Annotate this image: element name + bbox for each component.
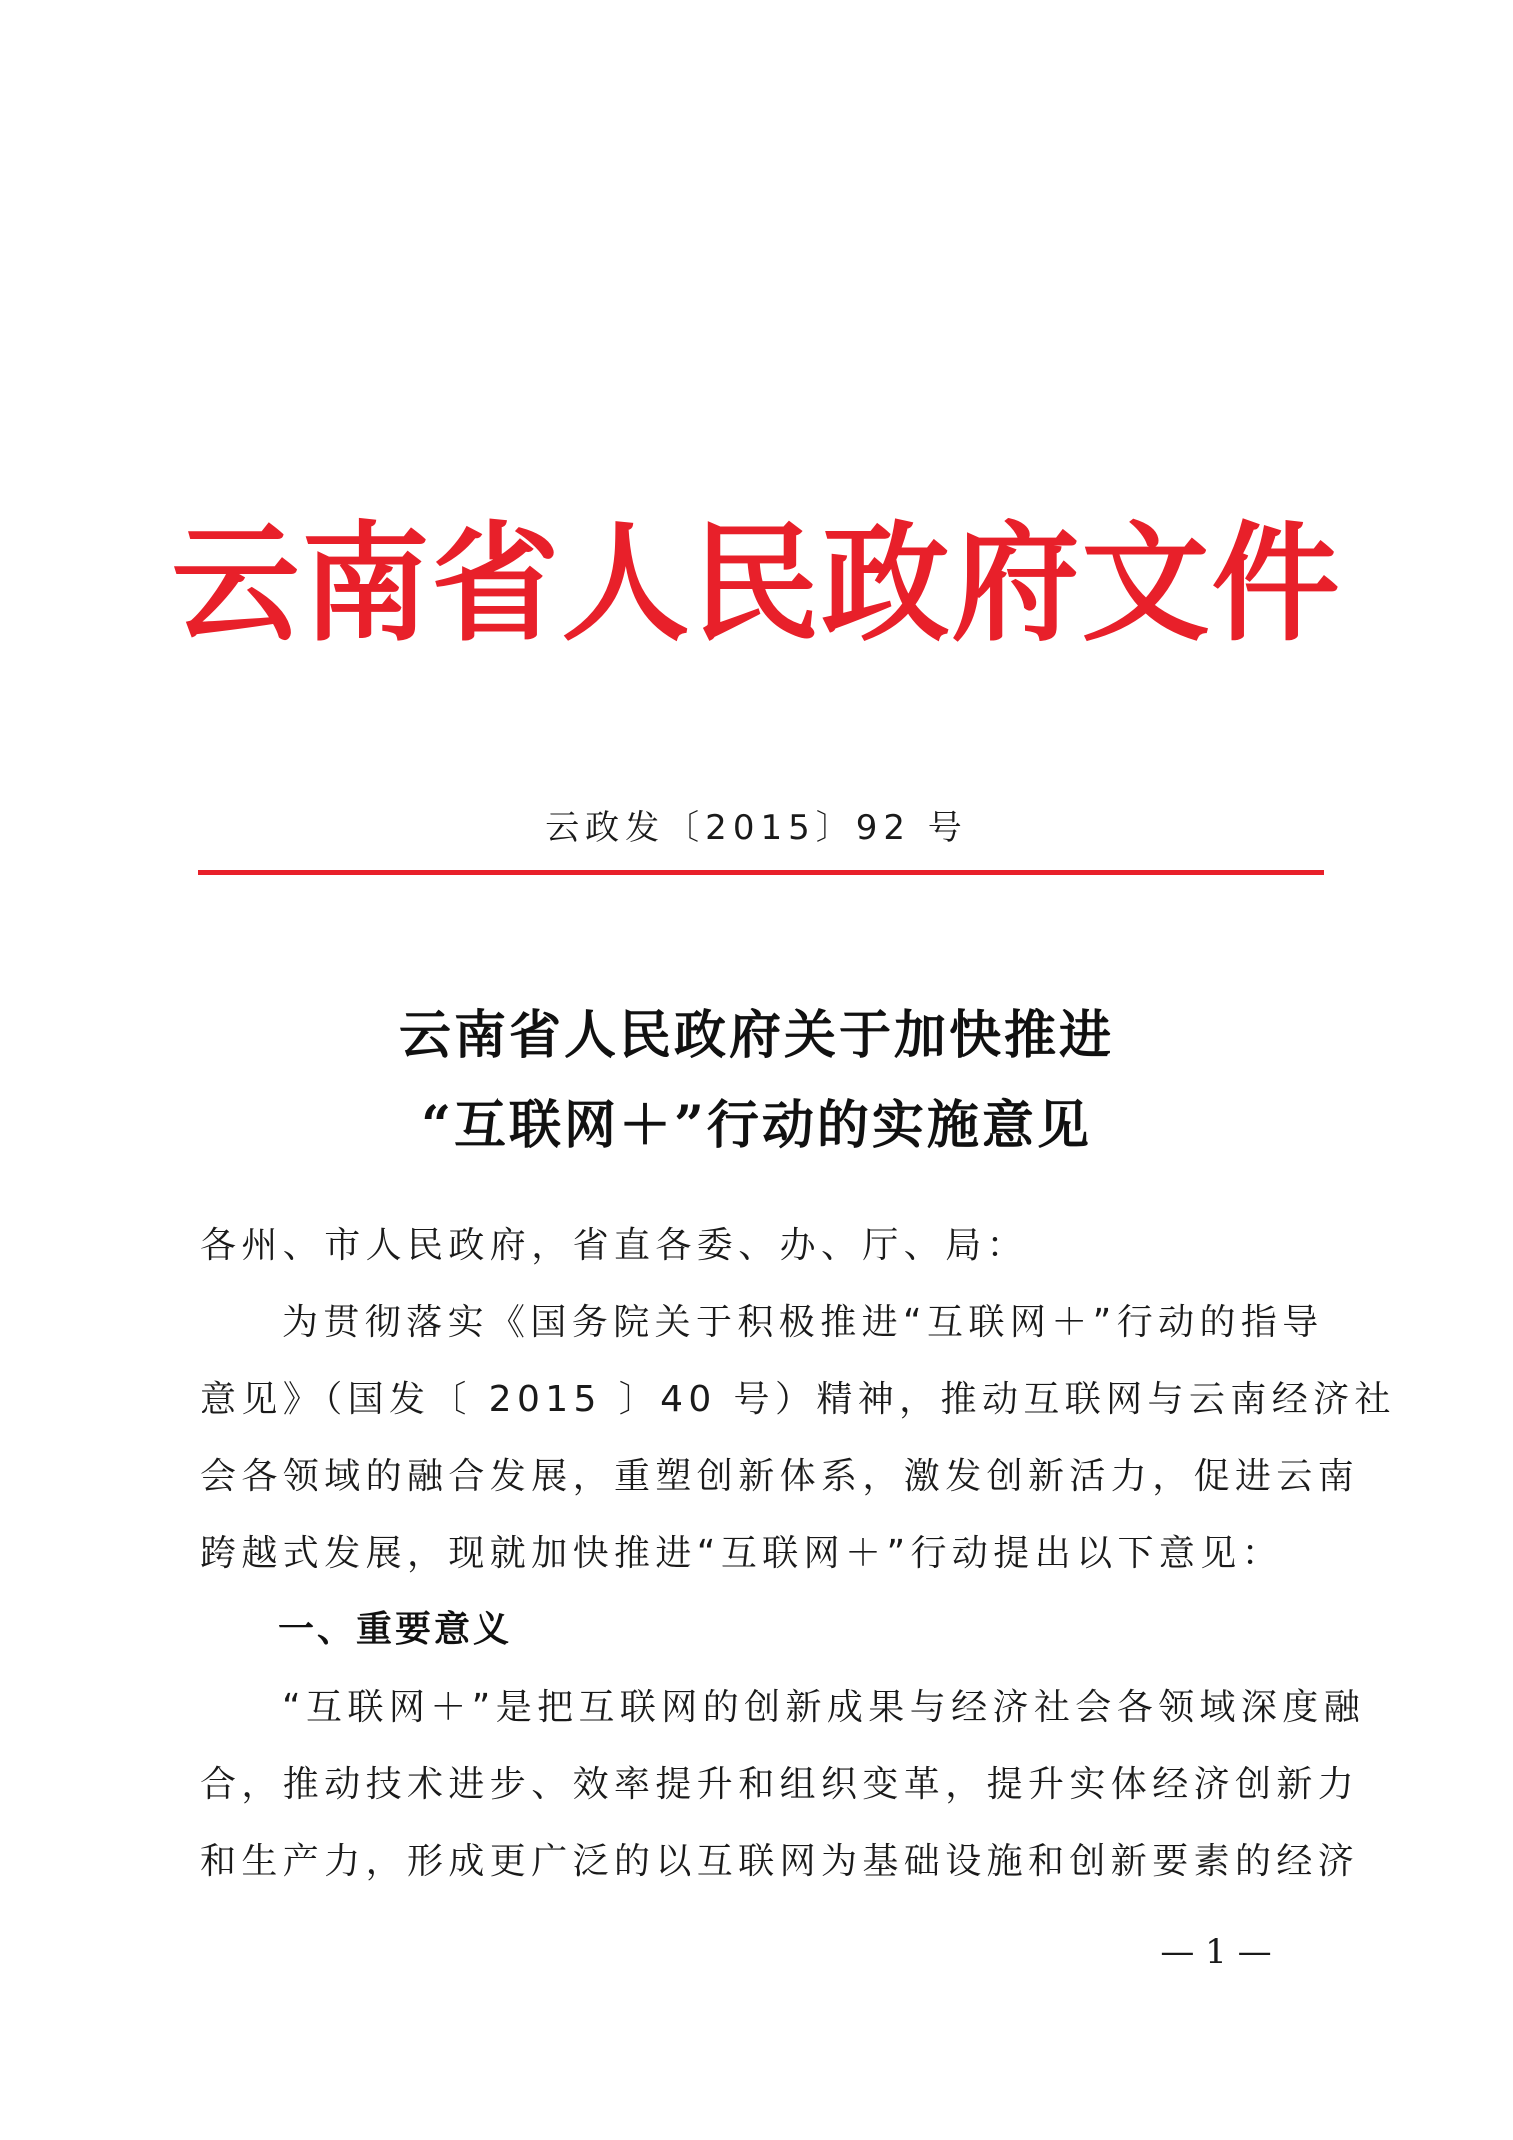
preamble-line: 会各领域的融合发展，重塑创新体系，激发创新活力，促进云南	[200, 1456, 1360, 1497]
section-body-line: 合，推动技术进步、效率提升和组织变革，提升实体经济创新力	[200, 1764, 1360, 1805]
page-number: — 1 —	[1160, 1932, 1272, 1972]
red-divider-rule	[198, 870, 1324, 875]
section-heading: 一、重要意义	[278, 1609, 513, 1650]
document-title-line-2: “互联网＋”行动的实施意见	[421, 1095, 1092, 1156]
preamble-line: 跨越式发展，现就加快推进“互联网＋”行动提出以下意见：	[200, 1533, 1284, 1574]
masthead-title: 云南省人民政府文件	[171, 509, 1342, 659]
preamble-line: 意见》（国发〔 2015 〕40 号）精神，推动互联网与云南经济社	[200, 1379, 1396, 1420]
section-body-line: “互联网＋”是把互联网的创新成果与经济社会各领域深度融	[282, 1687, 1366, 1728]
document-title-line-1: 云南省人民政府关于加快推进	[398, 1005, 1114, 1066]
preamble-line: 为贯彻落实《国务院关于积极推进“互联网＋”行动的指导	[282, 1302, 1324, 1343]
document-number: 云政发〔2015〕92 号	[545, 808, 968, 848]
addressee: 各州、市人民政府，省直各委、办、厅、局：	[200, 1225, 1029, 1266]
section-body-line: 和生产力，形成更广泛的以互联网为基础设施和创新要素的经济	[200, 1841, 1360, 1882]
